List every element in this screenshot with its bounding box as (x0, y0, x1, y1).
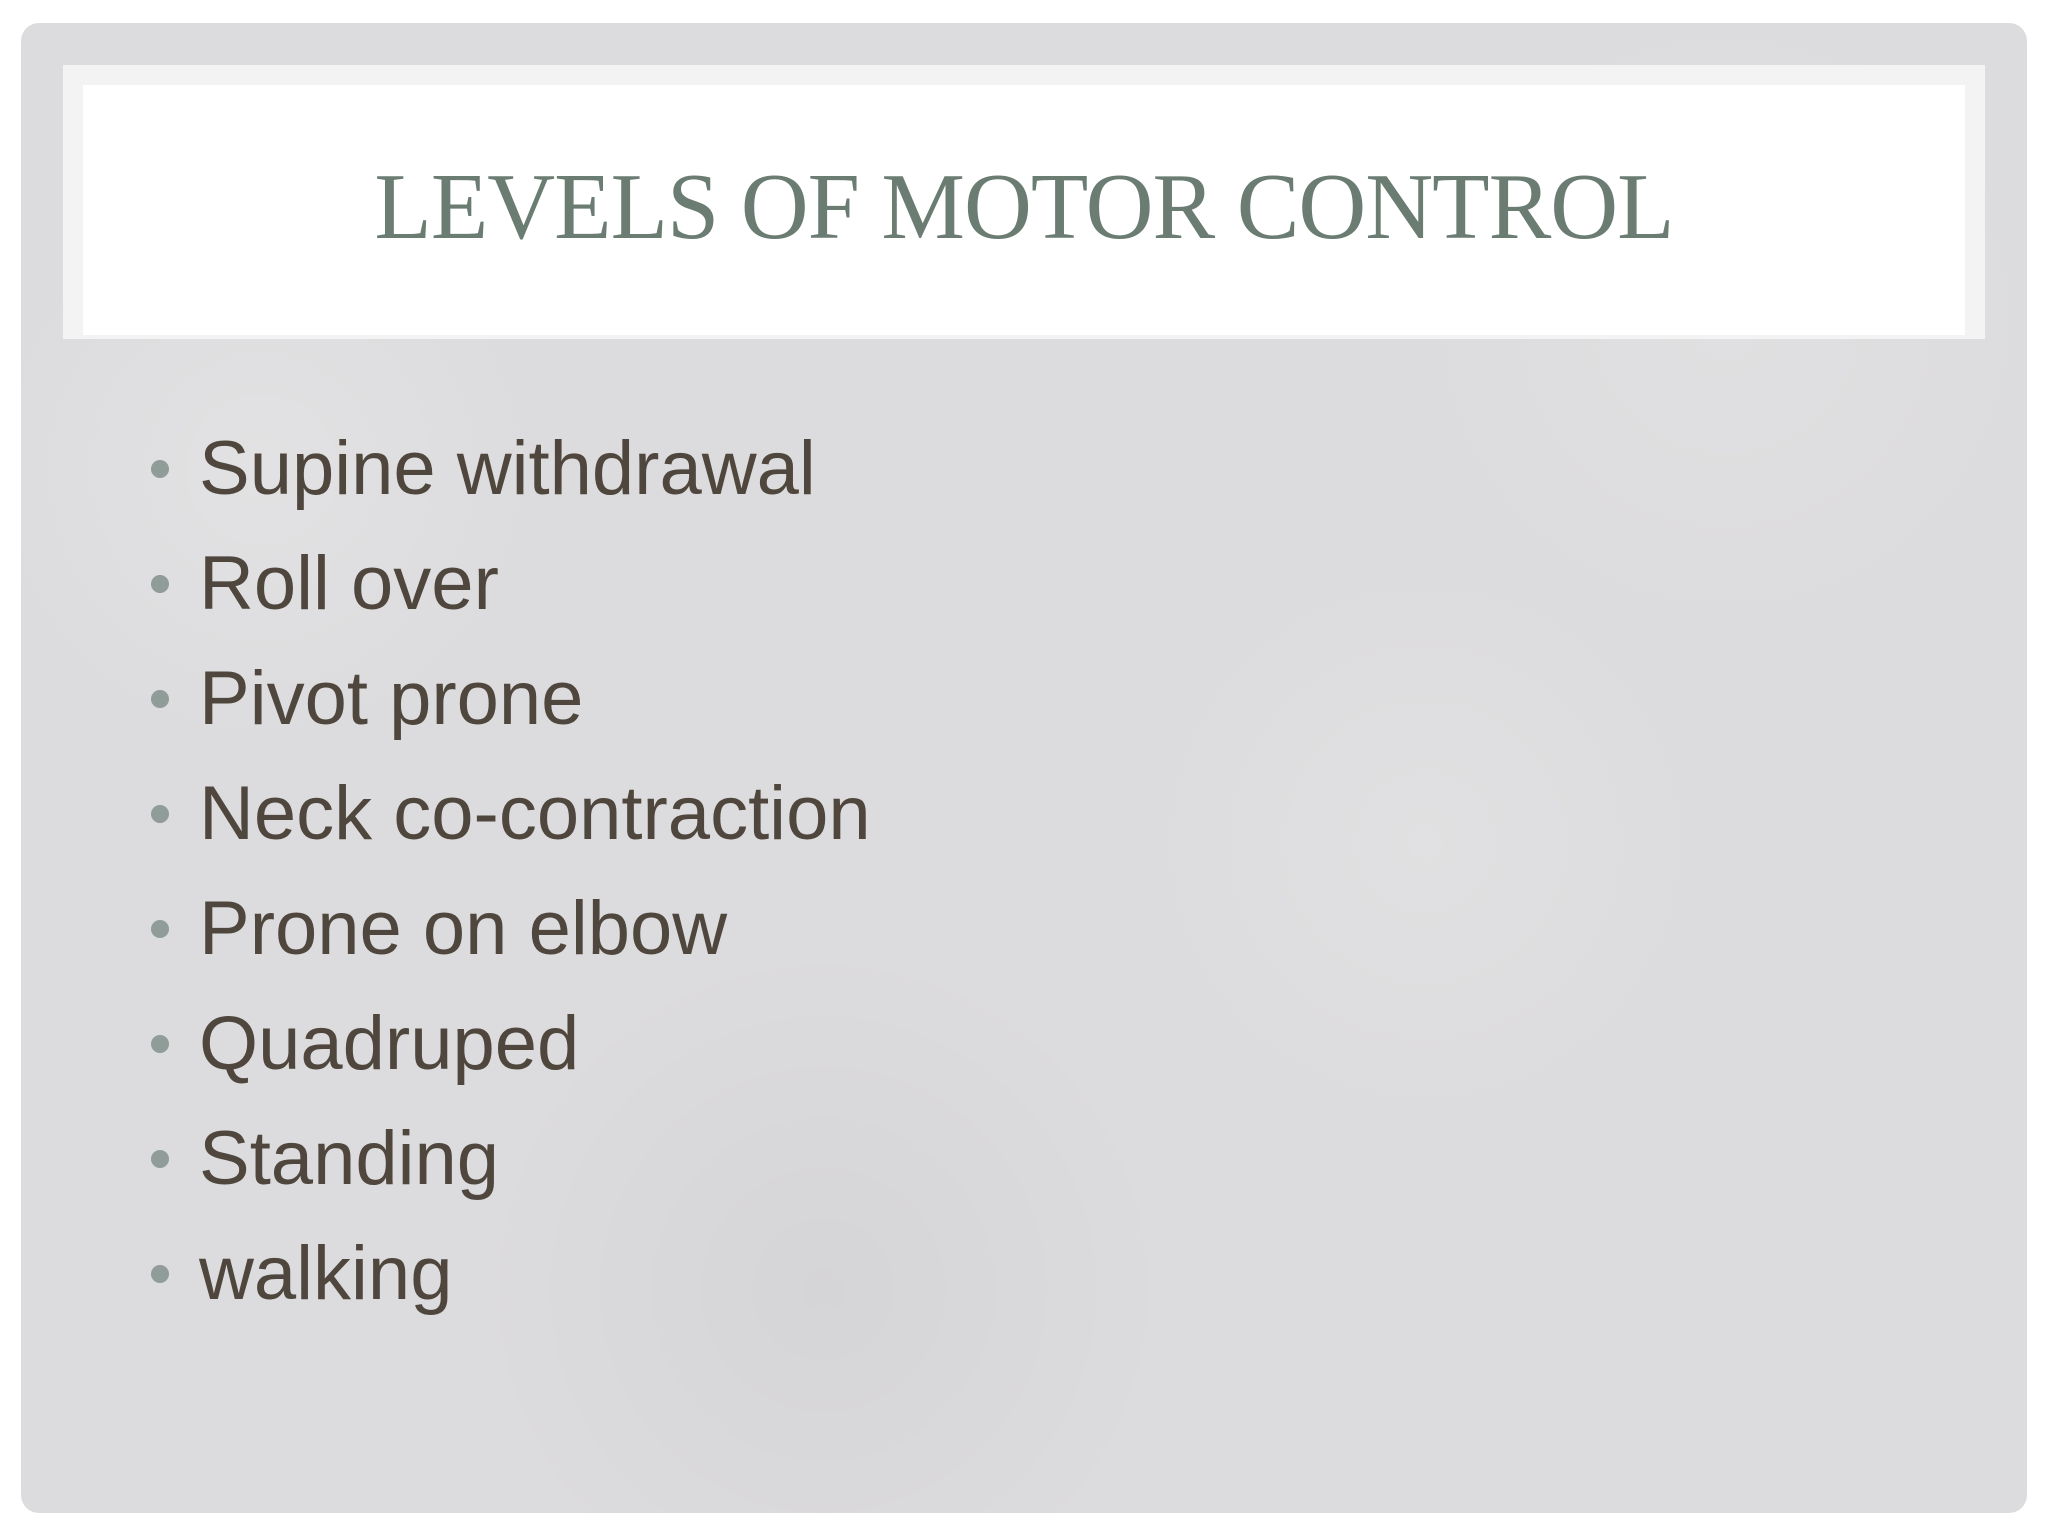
list-item (149, 871, 871, 986)
bullet-icon (151, 1150, 169, 1168)
list-item (149, 986, 871, 1101)
bullet-text: Quadruped (199, 1001, 580, 1086)
bullet-icon (151, 805, 169, 823)
bullet-text: Prone on elbow (199, 886, 728, 971)
bullet-text: walking (199, 1231, 453, 1316)
bullet-text: Supine withdrawal (199, 426, 816, 511)
list-item (149, 411, 871, 526)
bullet-text: Roll over (199, 541, 499, 626)
bullet-icon (151, 1265, 169, 1283)
bullet-icon (151, 920, 169, 938)
bullet-text: Neck co-contraction (199, 771, 871, 856)
list-item (149, 756, 871, 871)
bullet-list (149, 411, 871, 1331)
list-item (149, 1101, 871, 1216)
bullet-icon (151, 575, 169, 593)
slide (21, 23, 2027, 1513)
list-item (149, 641, 871, 756)
bullet-icon (151, 460, 169, 478)
bullet-text: Pivot prone (199, 656, 584, 741)
title-box (83, 85, 1965, 335)
list-item (149, 1216, 871, 1331)
slide-title: LEVELS OF MOTOR CONTROL (374, 155, 1674, 259)
list-item (149, 526, 871, 641)
bullet-icon (151, 690, 169, 708)
bullet-icon (151, 1035, 169, 1053)
bullet-text: Standing (199, 1116, 500, 1201)
